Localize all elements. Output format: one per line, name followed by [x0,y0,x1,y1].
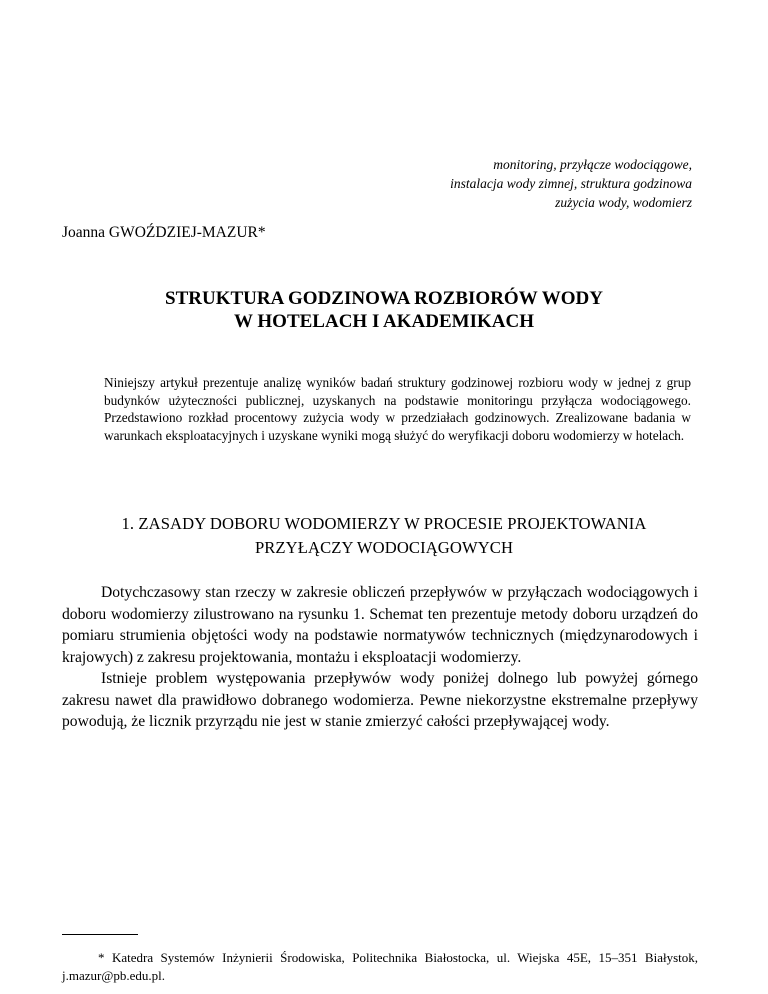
section-heading [62,512,706,560]
keywords-line-1: monitoring, przyłącze wodociągowe, [493,157,692,172]
keywords [360,155,692,212]
author-name: Joanna GWOŹDZIEJ-MAZUR* [62,224,266,241]
keywords-line-3: zużycia wody, wodomierz [555,195,692,210]
keywords-line-2: instalacja wody zimnej, struktura godzinowa [450,176,692,191]
footnote: * Katedra Systemów Inżynierii Środowiska, Politechnika Białostocka, ul. Wiejska 45E, 15–351 Białystok, j.mazur@pb.edu.pl. [62,950,698,983]
section-body [62,582,698,733]
paper-title [62,287,706,333]
paper-title-line-2: W HOTELACH I AKADEMIKACH [234,311,534,332]
abstract: Niniejszy artykuł prezentuje analizę wyników badań struktury godzinowej rozbioru wody w jednej z grup budynków użyteczności publicznej, uzyskanych na podstawie monitoringu przyłącza wodociągowego. Przedstawiono rozkład procentowy zużycia wody w przedziałach godzinowych. Zrealizowane badania w warunkach eksploatacyjnych i uzyskane wyniki mogą służyć do weryfikacji doboru wodomierzy w hotelach. [104,375,691,443]
section-heading-line-1: 1. ZASADY DOBORU WODOMIERZY W PROCESIE PROJEKTOWANIA [121,514,647,533]
paper-title-line-1: STRUKTURA GODZINOWA ROZBIORÓW WODY [165,288,603,309]
footnote-divider [62,934,138,935]
body-paragraph-1: Dotychczasowy stan rzeczy w zakresie obliczeń przepływów w przyłączach wodociągowych i doboru wodomierzy zilustrowano na rysunku 1. Schemat ten prezentuje metody doboru urządzeń do pomiaru strumienia objętości wody na podstawie normatywów technicznych (międzynarodowych i krajowych) z zakresu projektowania, montażu i eksploatacji wodomierzy. [62,584,698,666]
section-heading-line-2: PRZYŁĄCZY WODOCIĄGOWYCH [254,538,514,557]
body-paragraph-2: Istnieje problem występowania przepływów wody poniżej dolnego lub powyżej górnego zakresu nawet dla prawidłowo dobranego wodomierza. Pewne niekorzystne ekstremalne przepływy powodują, że licznik przyrządu nie jest w stanie zmierzyć całości przepływającej wody. [62,670,698,730]
